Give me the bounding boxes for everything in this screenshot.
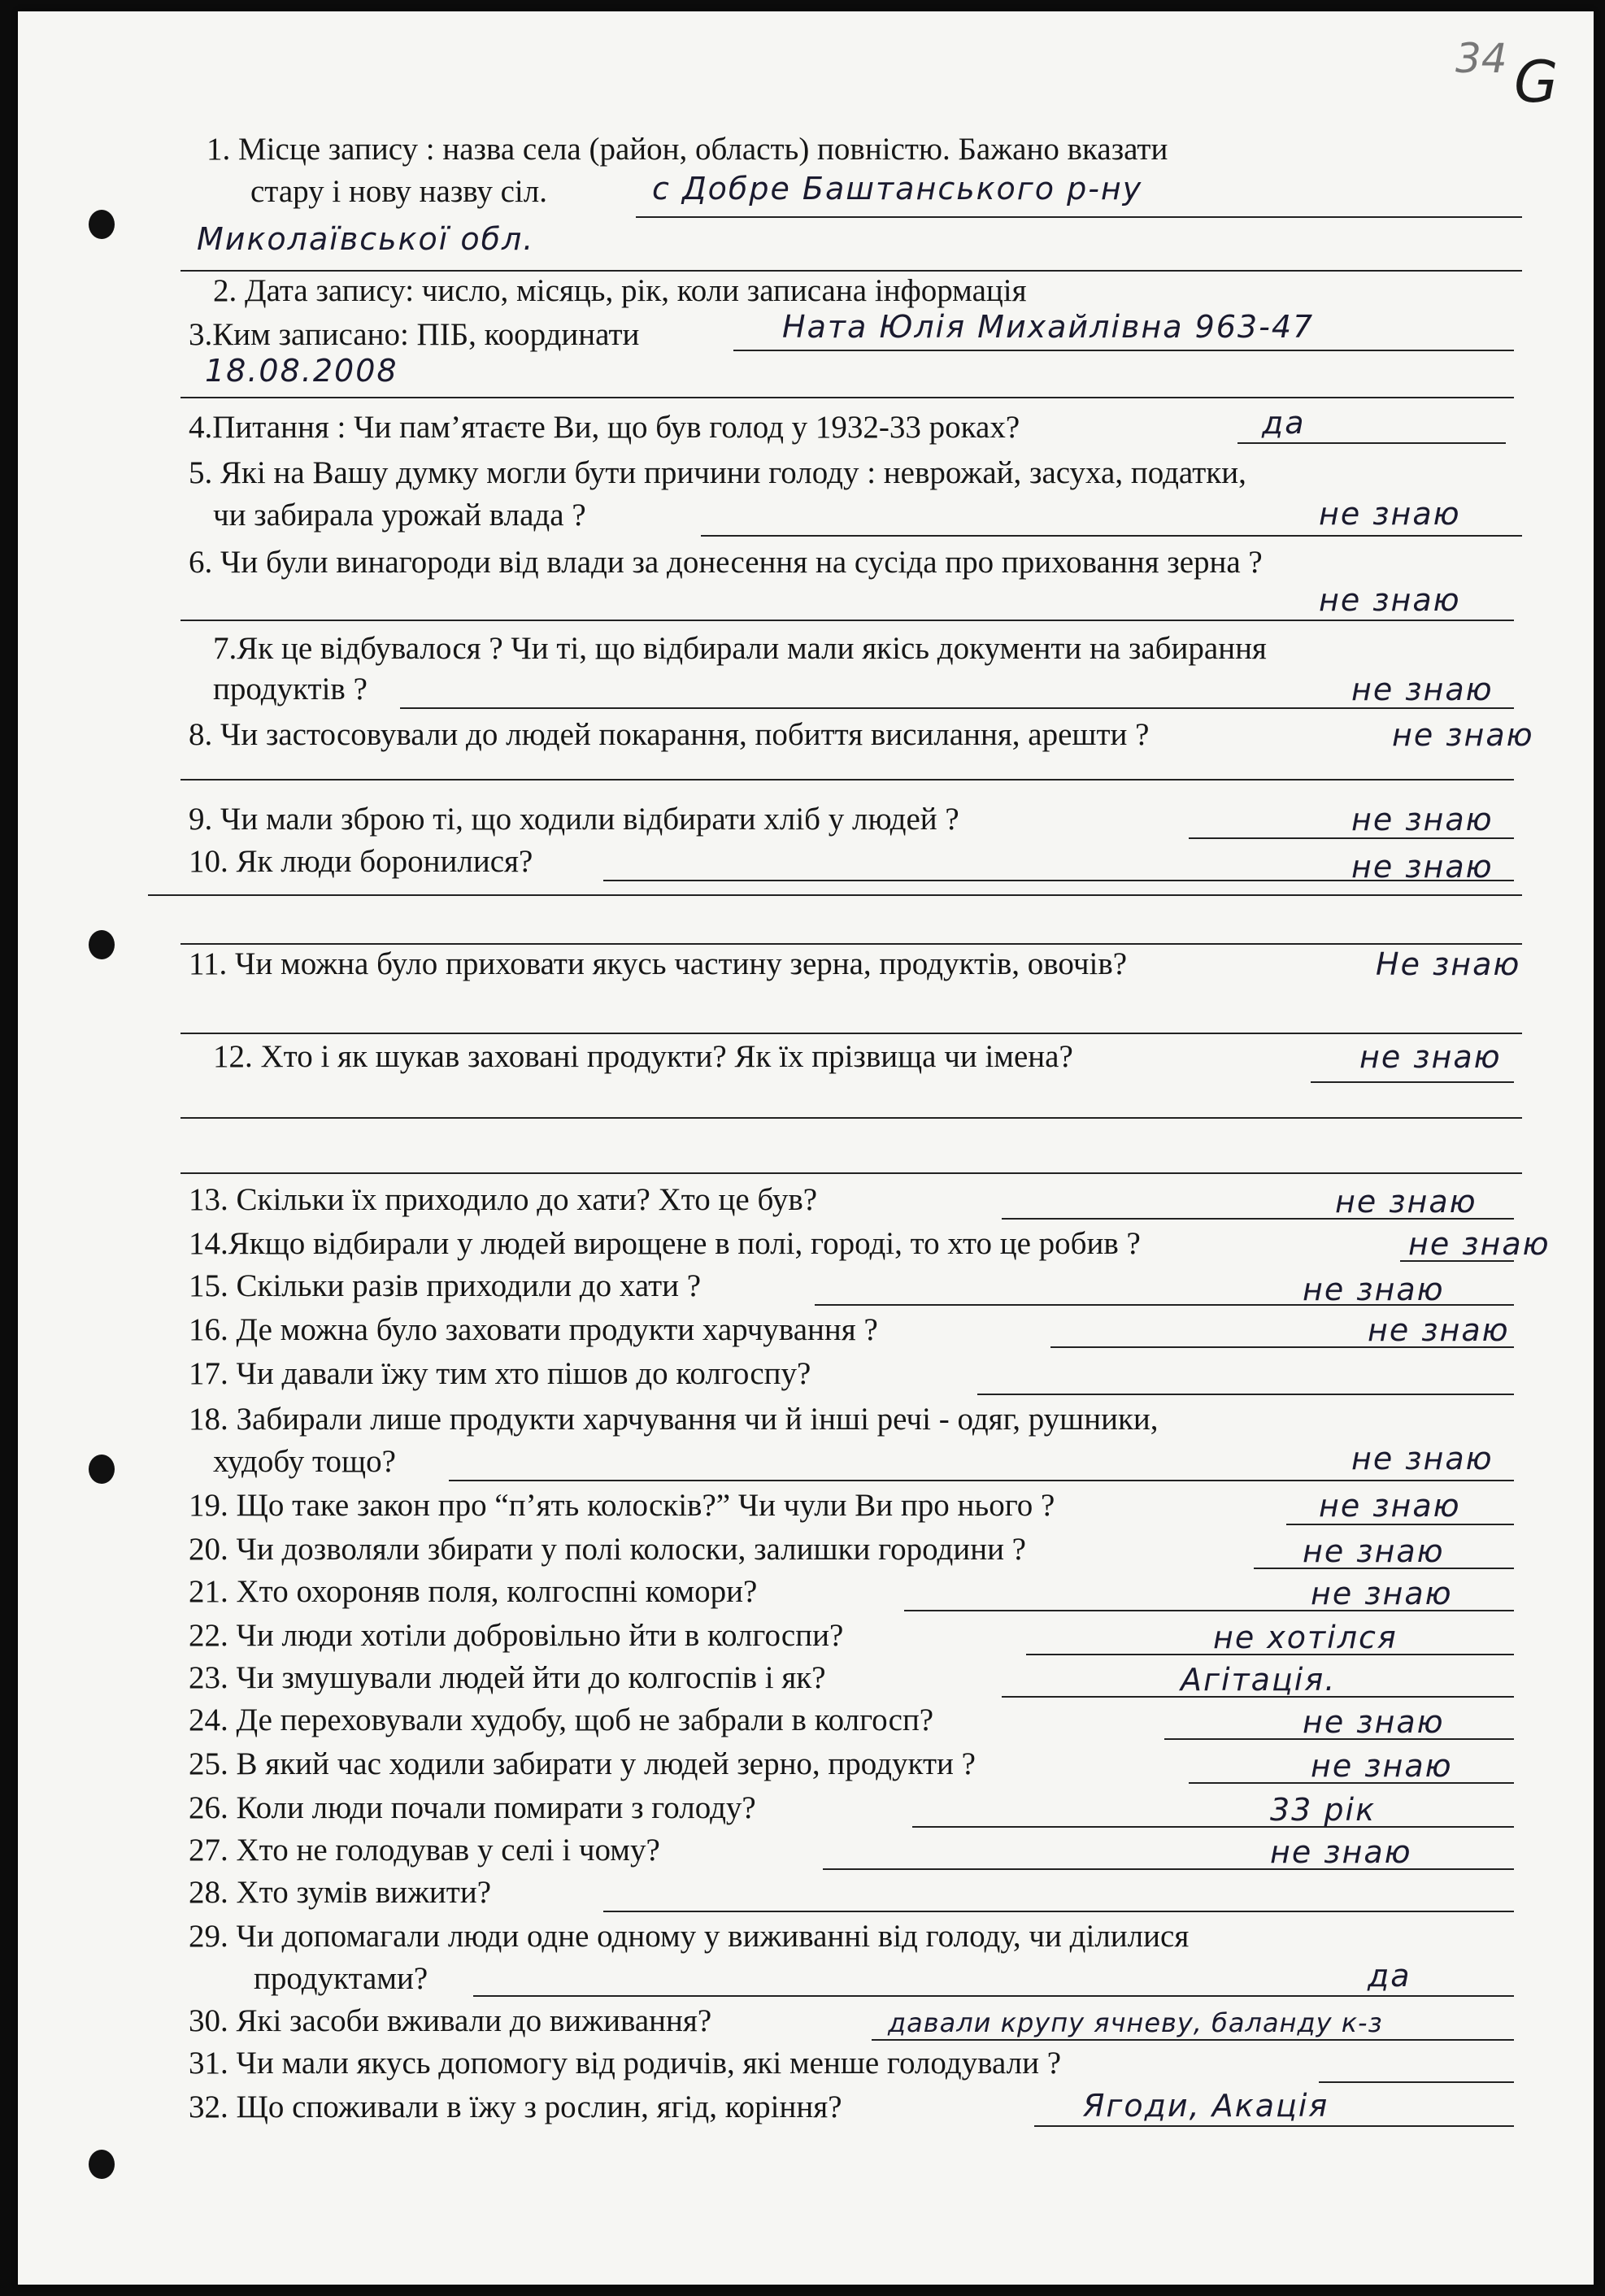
q30-answer-line bbox=[872, 2039, 1514, 2041]
q29-line2: продуктами? bbox=[254, 1961, 428, 1996]
q10-answer: не знаю bbox=[1351, 849, 1494, 885]
q26-text: 26. Коли люди почали помирати з голоду? bbox=[189, 1790, 756, 1825]
q1-answer-line2 bbox=[181, 270, 1522, 272]
q18-answer: не знаю bbox=[1351, 1441, 1494, 1476]
q16-answer-line bbox=[1050, 1346, 1514, 1348]
q30-answer: давали крупу ячневу, баланду к-з bbox=[888, 2007, 1383, 2038]
q2-text: 2. Дата запису: число, місяць, рік, коли записана інформація bbox=[213, 273, 1027, 308]
q5-line2: чи забирала урожай влада ? bbox=[213, 498, 586, 533]
q15-answer: не знаю bbox=[1303, 1272, 1445, 1307]
q15-text: 15. Скільки разів приходили до хати ? bbox=[189, 1268, 702, 1303]
q20-answer-line bbox=[1254, 1568, 1514, 1569]
q21-answer-line bbox=[904, 1610, 1514, 1611]
q1-line2: стару і нову назву сіл. bbox=[250, 174, 547, 209]
q3-text: 3.Ким записано: ПІБ, координати bbox=[189, 317, 640, 352]
q31-text: 31. Чи мали якусь допомогу від родичів, які менше голодували ? bbox=[189, 2046, 1062, 2081]
q29-answer: да bbox=[1368, 1958, 1411, 1994]
q18-line2: худобу тощо? bbox=[213, 1444, 396, 1479]
q16-text: 16. Де можна було заховати продукти харчування ? bbox=[189, 1312, 878, 1347]
punch-hole-2 bbox=[89, 930, 115, 959]
q1-answer1: с Добре Баштанського р-ну bbox=[652, 171, 1143, 207]
q25-answer: не знаю bbox=[1311, 1748, 1453, 1784]
q24-text: 24. Де переховували худобу, щоб не забрали в колгосп? bbox=[189, 1702, 934, 1737]
q12-extra-line bbox=[181, 1117, 1522, 1119]
q14-text: 14.Якщо відбирали у людей вирощене в полі, городі, то хто це робив ? bbox=[189, 1226, 1141, 1261]
q27-text: 27. Хто не голодував у селі і чому? bbox=[189, 1833, 660, 1868]
q17-text: 17. Чи давали їжу тим хто пішов до колгоспу? bbox=[189, 1356, 811, 1391]
corner-letter-mark: G bbox=[1514, 49, 1559, 115]
q24-answer: не знаю bbox=[1303, 1704, 1445, 1740]
q10-text: 10. Як люди боронилися? bbox=[189, 844, 533, 879]
q30-text: 30. Які засоби вживали до виживання? bbox=[189, 2003, 712, 2038]
q9-text: 9. Чи мали зброю ті, що ходили відбирати хліб у людей ? bbox=[189, 802, 959, 837]
q4-answer-line bbox=[1237, 442, 1506, 444]
q20-answer: не знаю bbox=[1303, 1533, 1445, 1569]
q25-answer-line bbox=[1189, 1782, 1514, 1784]
q7-line2: продуктів ? bbox=[213, 672, 368, 707]
q8-answer-line bbox=[181, 779, 1514, 781]
q27-answer-line bbox=[823, 1868, 1514, 1870]
page-number-mark: 34 bbox=[1455, 35, 1507, 82]
q1-answer2: Миколаївської обл. bbox=[197, 221, 535, 257]
q6-text: 6. Чи були винагороди від влади за донесення на сусіда про приховання зерна ? bbox=[189, 545, 1263, 580]
q7-answer: не знаю bbox=[1351, 672, 1494, 707]
q7-line1: 7.Як це відбувалося ? Чи ті, що відбирали мали якісь документи на забирання bbox=[213, 631, 1267, 666]
q11-answer-line bbox=[181, 1033, 1522, 1034]
q3-answer2: 18.08.2008 bbox=[205, 353, 398, 389]
q3-answer-line2 bbox=[181, 397, 1514, 398]
q25-text: 25. В який час ходили забирати у людей зерно, продукти ? bbox=[189, 1746, 976, 1781]
q19-answer: не знаю bbox=[1319, 1488, 1461, 1524]
q32-answer-line bbox=[1034, 2125, 1514, 2127]
q20-text: 20. Чи дозволяли збирати у полі колоски, залишки городини ? bbox=[189, 1532, 1026, 1567]
q12-answer: не знаю bbox=[1359, 1039, 1502, 1075]
q1-line1: 1. Місце запису : назва села (район, область) повністю. Бажано вказати bbox=[207, 132, 1168, 167]
q8-answer: не знаю bbox=[1392, 717, 1534, 753]
q4-answer: да bbox=[1262, 405, 1306, 441]
punch-hole-3 bbox=[89, 1455, 115, 1484]
q14-answer: не знаю bbox=[1408, 1226, 1551, 1262]
q19-answer-line bbox=[1286, 1524, 1514, 1525]
q11-answer: Не знаю bbox=[1376, 946, 1521, 982]
q9-answer: не знаю bbox=[1351, 802, 1494, 837]
q22-answer-line bbox=[1026, 1654, 1514, 1655]
q13-answer: не знаю bbox=[1335, 1184, 1477, 1220]
q3-answer-line bbox=[733, 350, 1514, 351]
q1-answer-line1 bbox=[636, 216, 1522, 218]
q6-answer: не знаю bbox=[1319, 582, 1461, 618]
q29-answer-line bbox=[473, 1995, 1514, 1997]
q19-text: 19. Що таке закон про “п’ять колосків?” Чи чули Ви про нього ? bbox=[189, 1488, 1055, 1523]
q5-answer: не знаю bbox=[1319, 496, 1461, 532]
q18-answer-line bbox=[449, 1480, 1514, 1481]
q26-answer-line bbox=[912, 1826, 1514, 1828]
q27-answer: не знаю bbox=[1270, 1834, 1412, 1870]
q5-answer-line bbox=[701, 535, 1522, 537]
q10-answer-line bbox=[603, 880, 1514, 881]
q16-answer: не знаю bbox=[1368, 1312, 1510, 1348]
q31-answer-line bbox=[1319, 2081, 1514, 2083]
q13-answer-line bbox=[1002, 1218, 1514, 1220]
q24-answer-line bbox=[1164, 1738, 1514, 1740]
q10-extra-line2 bbox=[181, 943, 1522, 945]
q21-answer: не знаю bbox=[1311, 1576, 1453, 1611]
q7-answer-line bbox=[400, 707, 1514, 709]
q23-text: 23. Чи змушували людей йти до колгоспів і як? bbox=[189, 1660, 826, 1695]
q22-text: 22. Чи люди хотіли добровільно йти в колгоспи? bbox=[189, 1618, 844, 1653]
q11-text: 11. Чи можна було приховати якусь частину зерна, продуктів, овочів? bbox=[189, 946, 1128, 981]
q32-answer: Ягоди, Акація bbox=[1083, 2088, 1329, 2124]
q12-text: 12. Хто і як шукав заховані продукти? Як їх прізвища чи імена? bbox=[213, 1039, 1073, 1074]
q23-answer: Агітація. bbox=[1181, 1662, 1337, 1698]
punch-hole-1 bbox=[89, 210, 115, 239]
q6-answer-line bbox=[181, 620, 1514, 621]
q9-answer-line bbox=[1189, 837, 1514, 839]
q26-answer: 33 рік bbox=[1270, 1792, 1377, 1828]
q10-extra-line bbox=[148, 894, 1522, 896]
q21-text: 21. Хто охороняв поля, колгоспні комори? bbox=[189, 1574, 758, 1609]
q15-answer-line bbox=[815, 1304, 1514, 1306]
q23-answer-line bbox=[1002, 1696, 1514, 1698]
q12-extra-line2 bbox=[181, 1172, 1522, 1174]
q8-text: 8. Чи застосовували до людей покарання, побиття висилання, арешти ? bbox=[189, 717, 1150, 752]
q22-answer: не хотілся bbox=[1213, 1620, 1398, 1655]
q17-answer-line bbox=[977, 1394, 1514, 1395]
q14-answer-line bbox=[1400, 1260, 1514, 1262]
q12-answer-line bbox=[1311, 1081, 1514, 1083]
punch-hole-4 bbox=[89, 2150, 115, 2179]
q29-line1: 29. Чи допомагали люди одне одному у виживанні від голоду, чи ділилися bbox=[189, 1919, 1190, 1954]
q4-text: 4.Питання : Чи пам’ятаєте Ви, що був голод у 1932-33 роках? bbox=[189, 410, 1020, 445]
q28-text: 28. Хто зумів вижити? bbox=[189, 1875, 492, 1910]
questionnaire-page bbox=[18, 11, 1594, 2285]
q3-answer1: Ната Юлія Михайлівна 963-47 bbox=[782, 309, 1315, 345]
q28-answer-line bbox=[603, 1911, 1514, 1912]
q32-text: 32. Що споживали в їжу з рослин, ягід, коріння? bbox=[189, 2089, 842, 2124]
q13-text: 13. Скільки їх приходило до хати? Хто це був? bbox=[189, 1182, 818, 1217]
q18-line1: 18. Забирали лише продукти харчування чи й інші речі - одяг, рушники, bbox=[189, 1402, 1159, 1437]
q5-line1: 5. Які на Вашу думку могли бути причини голоду : неврожай, засуха, податки, bbox=[189, 455, 1246, 490]
